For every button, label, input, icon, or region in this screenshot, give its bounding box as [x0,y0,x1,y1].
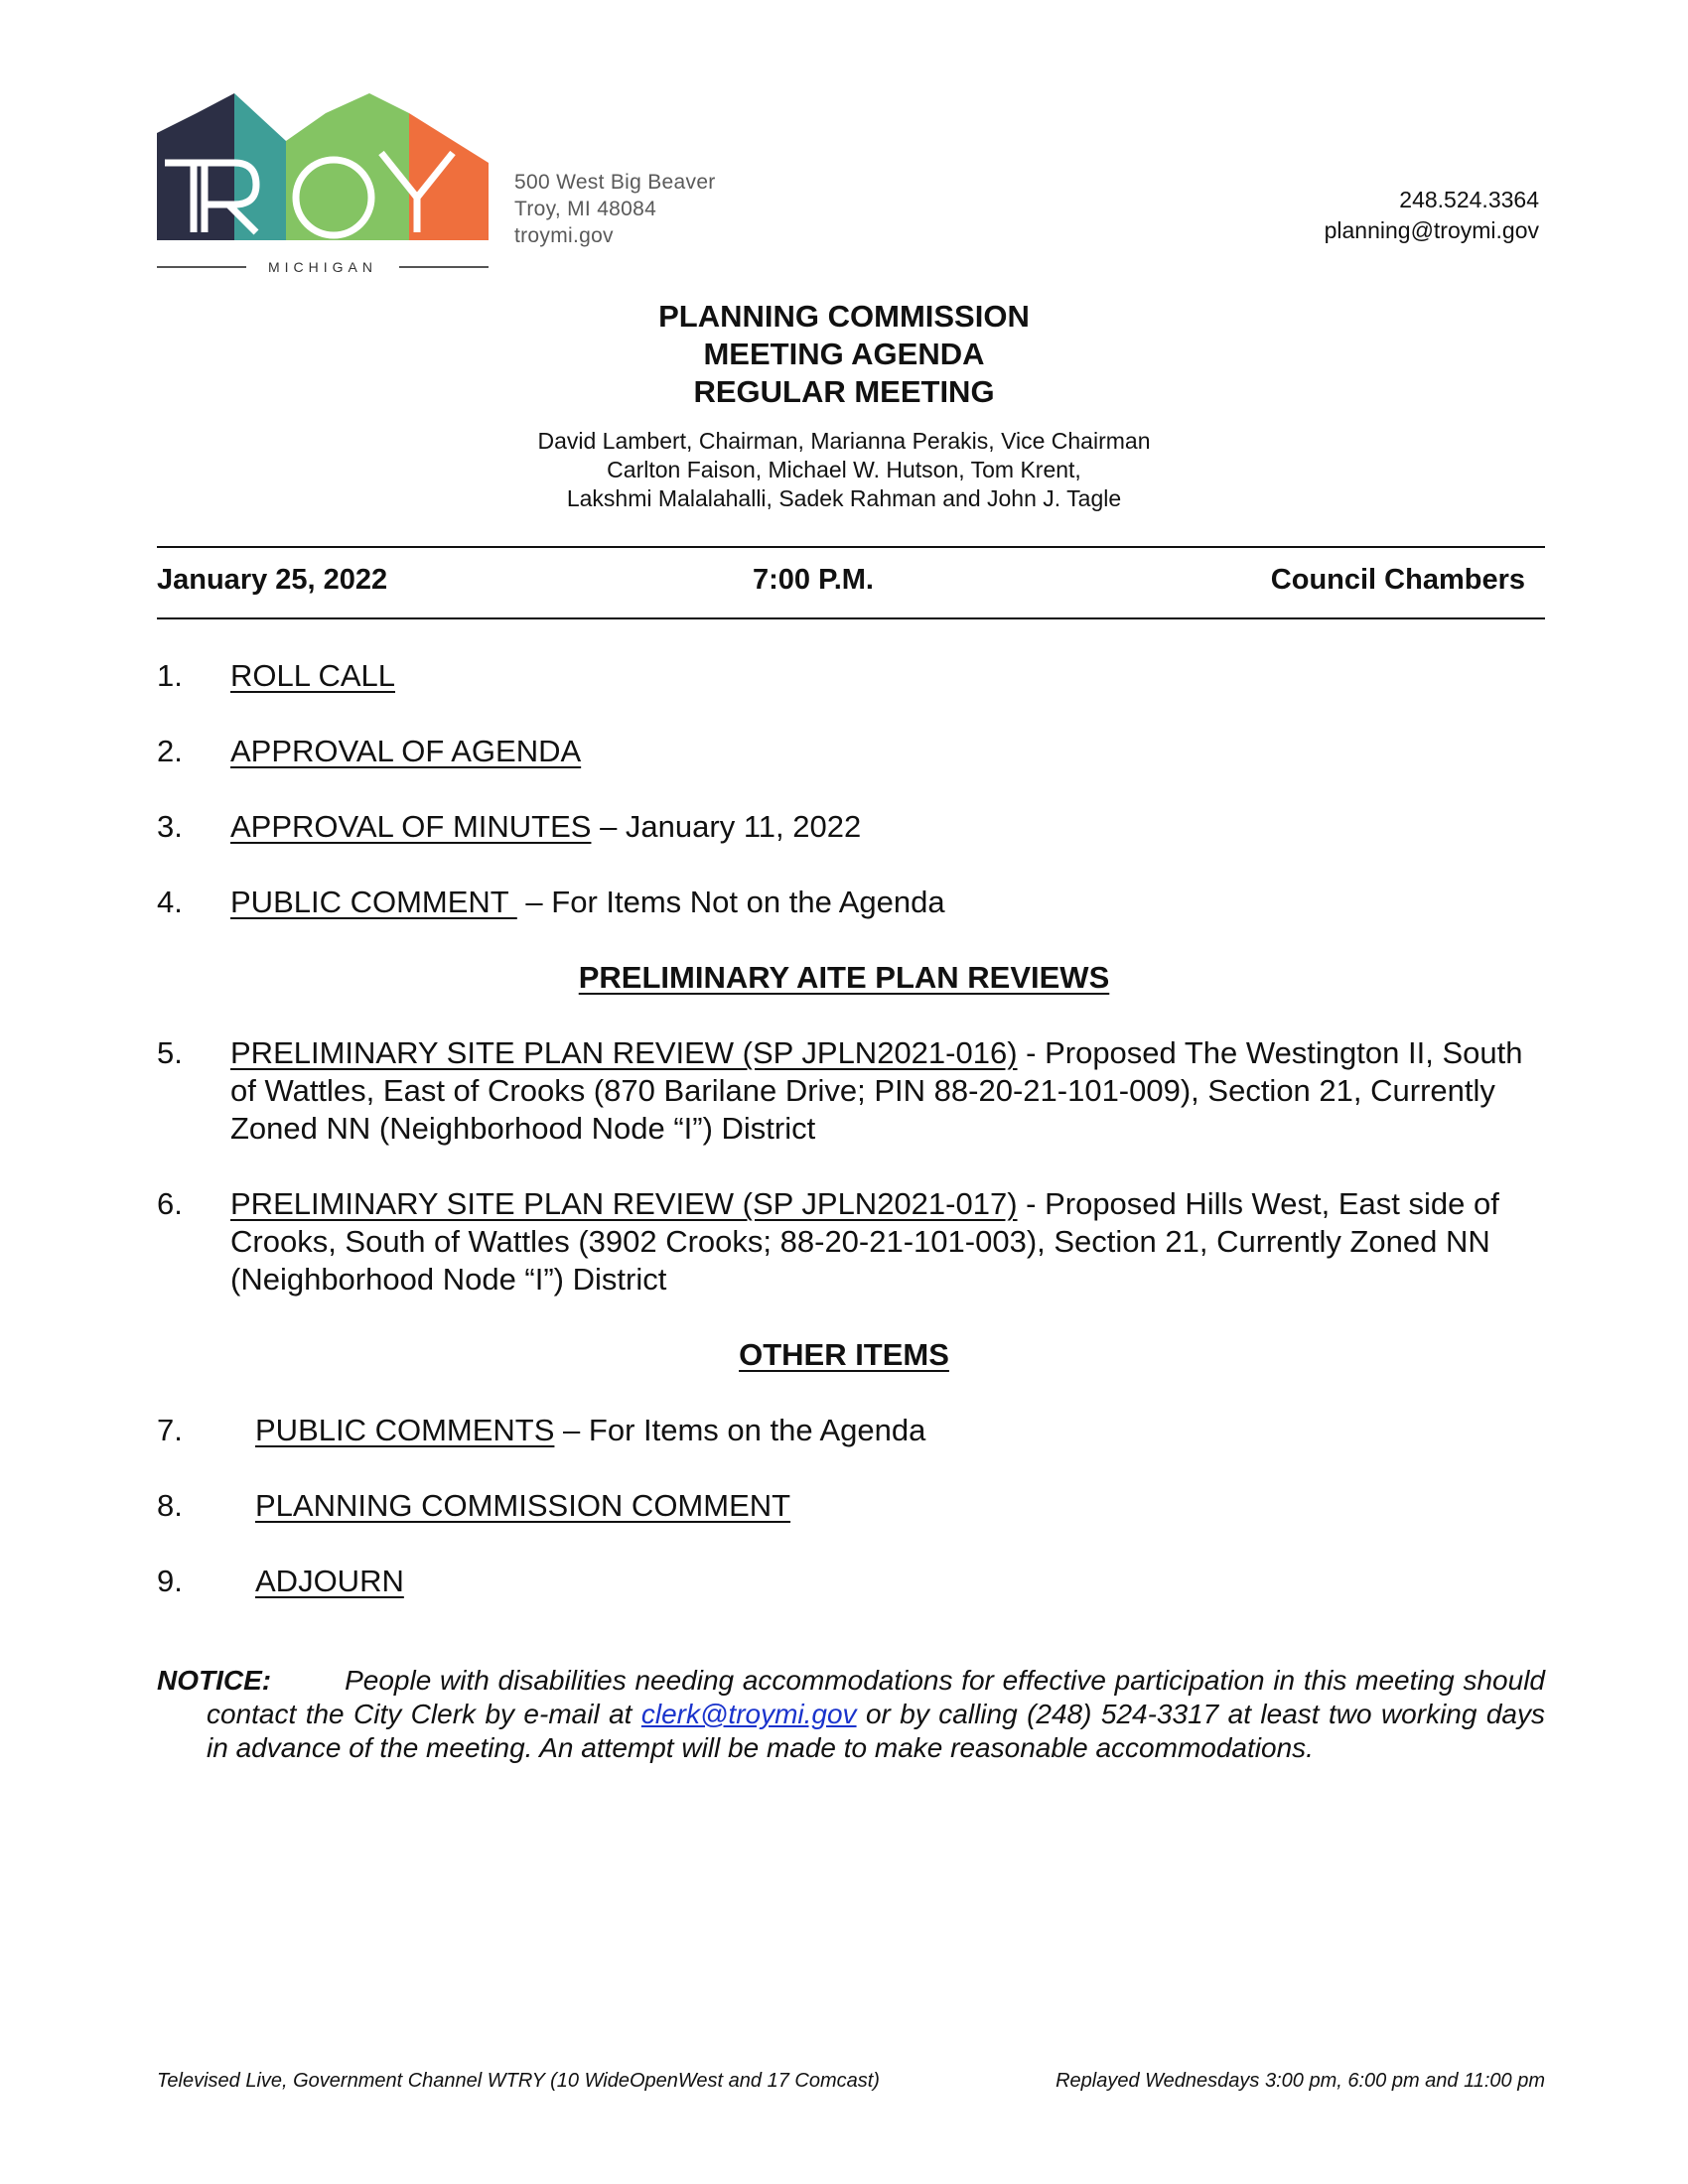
address-line: Troy, MI 48084 [514,198,657,220]
accessibility-notice [157,1664,1545,1765]
meeting-time: 7:00 P.M. [753,564,874,596]
notice-label: NOTICE: [157,1665,272,1696]
footer-replayed: Replayed Wednesdays 3:00 pm, 6:00 pm and 11:00 pm [1055,2070,1545,2092]
members-line: David Lambert, Chairman, Marianna Perakis, Vice Chairman [537,428,1151,454]
address-line: 500 West Big Beaver [514,171,716,194]
item-title: PUBLIC COMMENTS [255,1413,555,1447]
item-number: 8. [157,1488,183,1523]
email-address: planning@troymi.gov [1324,217,1539,243]
notice-text: People with disabilities needing accommodations for effective participation in this meeting should contact the City Clerk by e-mail at [207,1665,1545,1729]
item-number: 2. [157,734,183,768]
section-heading-preliminary [0,959,1688,997]
members-line: Lakshmi Malalahalli, Sadek Rahman and John J. Tagle [566,485,1122,511]
meeting-date: January 25, 2022 [157,564,388,596]
divider-bottom [157,617,1545,619]
title-line: PLANNING COMMISSION [658,299,1030,334]
item-number: 4. [157,885,183,919]
broadcast-footer [157,2069,1545,2093]
item-title: APPROVAL OF AGENDA [230,734,582,768]
item-number: 5. [157,1035,183,1070]
item-title: PRELIMINARY SITE PLAN REVIEW (SP JPLN2021-017) [230,1186,1018,1221]
item-title: ADJOURN [255,1564,404,1598]
document-title [0,298,1688,411]
item-description: - Proposed The Westington II, South of Wattles, East of Crooks (870 Barilane Drive; PIN 88-20-21-101-009), Section 21, Currently Zoned NN (Neighborhood Node “I”) District [230,1035,1523,1146]
divider-top [157,546,1545,548]
item-number: 9. [157,1564,183,1598]
title-line: REGULAR MEETING [693,374,995,409]
item-title: ROLL CALL [230,658,395,693]
address-line: troymi.gov [514,224,614,247]
footer-televised: Televised Live, Government Channel WTRY (10 WideOpenWest and 17 Comcast) [157,2070,880,2092]
notice-text-continued: or by calling (248) 524-3317 at least two working days in advance of the meeting. An attempt will be made to make reasonable accommodations. [207,1699,1546,1763]
item-number: 7. [157,1413,183,1447]
title-line: MEETING AGENDA [703,337,985,371]
commission-members [0,427,1688,513]
members-line: Carlton Faison, Michael W. Hutson, Tom Krent, [607,457,1081,482]
svg-text:MICHIGAN: MICHIGAN [268,259,377,274]
item-number: 6. [157,1186,183,1221]
item-number: 3. [157,809,183,844]
item-description: – For Items on the Agenda [554,1413,926,1447]
logo-house-orange [409,113,489,240]
item-number: 1. [157,658,183,693]
item-description: – For Items Not on the Agenda [516,885,945,919]
address-block [514,169,716,249]
clerk-email-link[interactable]: clerk@troymi.gov [640,1699,857,1729]
section-heading-text: PRELIMINARY AITE PLAN REVIEWS [578,960,1110,995]
contact-block [1325,185,1539,246]
meeting-location: Council Chambers [1270,564,1525,596]
section-heading-other [0,1336,1688,1374]
troy-logo [157,93,489,274]
section-heading-text: OTHER ITEMS [739,1337,949,1372]
item-description: – January 11, 2022 [591,809,862,844]
item-description: - Proposed Hills West, East side of Crooks, South of Wattles (3902 Crooks; 88-20-21-101-003), Section 21, Currently Zoned NN (Neighborhood Node “I”) District [230,1186,1499,1297]
item-title: PRELIMINARY SITE PLAN REVIEW (SP JPLN2021-016) [230,1035,1018,1070]
item-title: APPROVAL OF MINUTES [230,809,592,844]
phone-number: 248.524.3364 [1399,187,1539,212]
item-title: PLANNING COMMISSION COMMENT [255,1488,791,1523]
item-title: PUBLIC COMMENT [230,885,517,919]
